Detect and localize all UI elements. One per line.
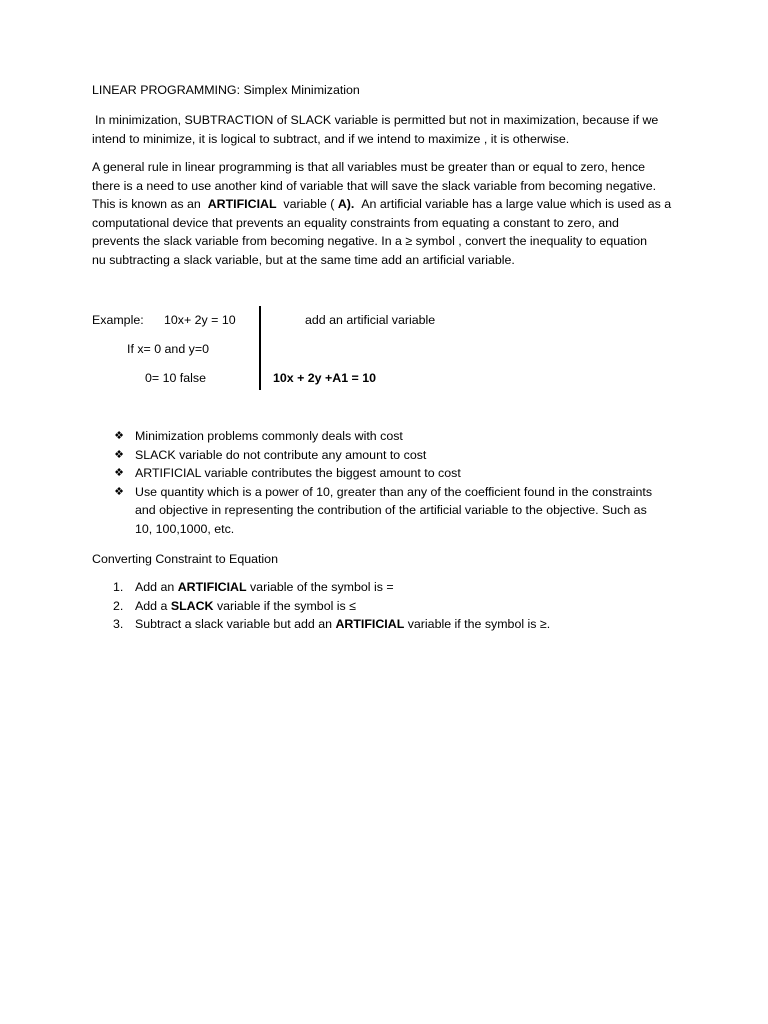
list-item <box>113 446 693 465</box>
rule-bold-term: ARTIFICIAL <box>207 197 277 211</box>
example-result: 0= 10 false <box>145 371 206 385</box>
step-bold-term: SLACK <box>170 598 214 613</box>
rule-line <box>92 195 682 214</box>
list-item-text: SLACK variable do not contribute any amount to cost <box>135 447 427 462</box>
rule-text: This is known as an <box>92 197 201 211</box>
step-bold-term: ARTIFICIAL <box>335 617 405 631</box>
list-item <box>113 597 550 616</box>
list-item-text: and objective in representing the contribution of the artificial variable to the objective. Such as <box>135 503 647 517</box>
list-item <box>113 615 550 634</box>
example-equation: 10x+ 2y = 10 <box>164 313 236 327</box>
page-title: LINEAR PROGRAMMING: Simplex Minimization <box>92 83 360 97</box>
list-item <box>113 483 693 539</box>
step-bold-term: ARTIFICIAL <box>177 580 247 594</box>
list-number: 3. <box>113 617 124 631</box>
step-text: Add an <box>135 580 178 594</box>
rule-line: nu subtracting a slack variable, but at the same time add an artificial variable. <box>92 252 515 267</box>
rule-paragraph <box>92 158 682 269</box>
bullet-list <box>113 427 693 538</box>
numbered-list <box>113 578 550 634</box>
section-heading: Converting Constraint to Equation <box>92 552 278 566</box>
step-text: variable of the symbol is = <box>246 580 394 594</box>
step-text: variable if the symbol is ≥. <box>404 617 551 631</box>
step-text: Add a <box>135 598 171 613</box>
example-note: add an artificial variable <box>305 313 436 327</box>
list-item-text: 10, 100,1000, etc. <box>135 521 235 536</box>
list-number: 2. <box>113 598 124 613</box>
example-converted-equation: 10x + 2y +A1 = 10 <box>273 371 376 385</box>
rule-text: variable ( <box>283 197 335 211</box>
step-text: variable if the symbol is ≤ <box>213 598 356 613</box>
list-number: 1. <box>113 580 124 594</box>
list-item-text: Use quantity which is a power of 10, greater than any of the coefficient found in the constraints <box>135 484 653 499</box>
list-item <box>113 427 693 446</box>
rule-bold-term: A). <box>337 197 355 211</box>
rule-line: A general rule in linear programming is that all variables must be greater than or equal to zero, hence <box>92 160 646 174</box>
list-item <box>113 578 550 597</box>
diamond-bullet-icon: ❖ <box>114 485 124 498</box>
intro-line: In minimization, SUBTRACTION of SLACK variable is permitted but not in maximization, because if we <box>95 113 659 127</box>
list-item-text: ARTIFICIAL variable contributes the biggest amount to cost <box>135 466 461 480</box>
intro-line: intend to minimize, it is logical to subtract, and if we intend to maximize , it is otherwise. <box>92 131 570 146</box>
rule-text: An artificial variable has a large value which is used as a <box>361 197 672 211</box>
intro-paragraph <box>92 111 682 148</box>
rule-line: computational device that prevents an equality constraints from equating a constant to zero, and <box>92 215 619 230</box>
diamond-bullet-icon: ❖ <box>114 467 124 479</box>
example-divider <box>259 306 261 390</box>
step-text: Subtract a slack variable but add an <box>135 617 336 631</box>
list-item-text: Minimization problems commonly deals with cost <box>135 429 403 443</box>
diamond-bullet-icon: ❖ <box>114 448 124 461</box>
example-condition: If x= 0 and y=0 <box>127 342 209 356</box>
rule-line: there is a need to use another kind of variable that will save the slack variable from becoming negative. <box>92 178 657 193</box>
diamond-bullet-icon: ❖ <box>114 430 124 442</box>
list-item <box>113 464 693 483</box>
rule-line: prevents the slack variable from becoming negative. In a ≥ symbol , convert the inequality to equation <box>92 234 648 248</box>
example-label: Example: <box>92 313 144 327</box>
